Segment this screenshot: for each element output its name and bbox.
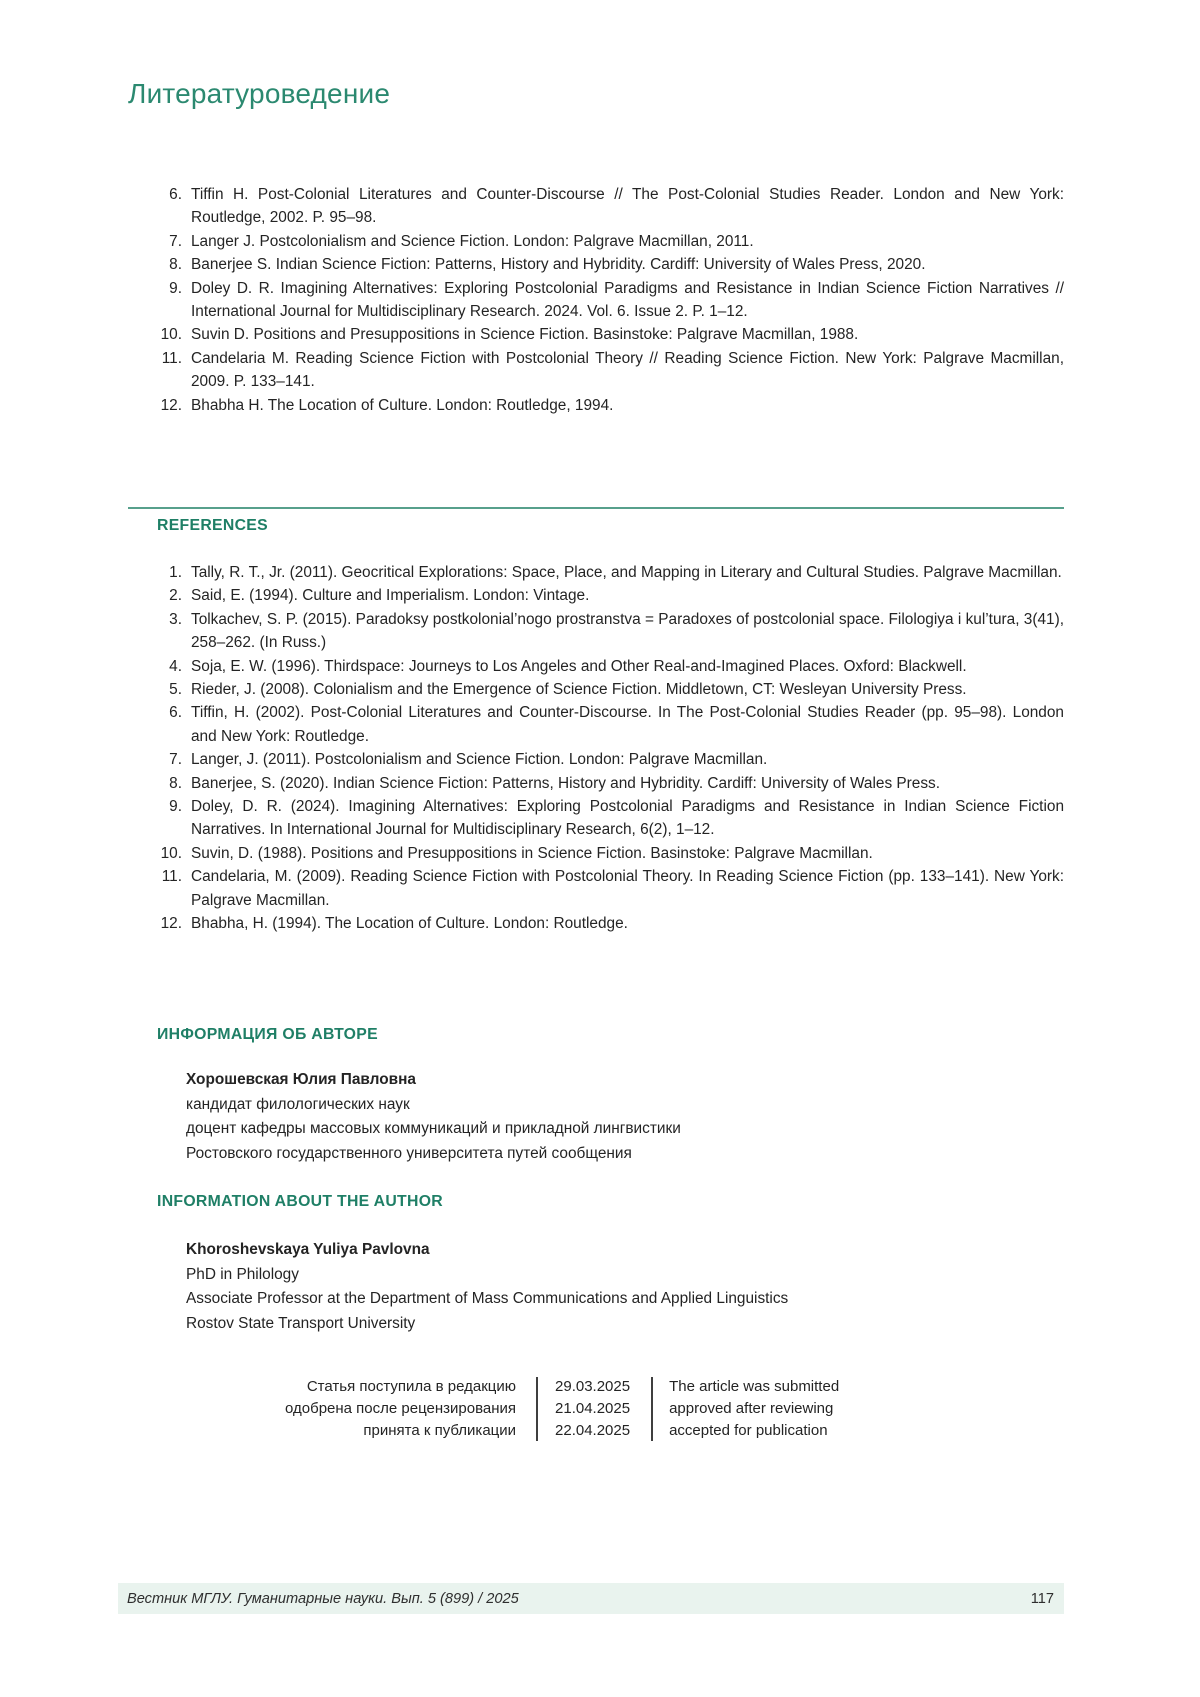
- submission-dates-block: [285, 1376, 839, 1442]
- reference-item: [128, 748, 1064, 771]
- submission-label-ru: Статья поступила в редакцию: [306, 1378, 517, 1395]
- reference-item: [128, 394, 1064, 417]
- reference-text: Langer J. Postcolonialism and Science Fiction. London: Palgrave Macmillan, 2011.: [191, 232, 754, 250]
- author-details-ru: [186, 1093, 681, 1167]
- reference-text: Suvin D. Positions and Presuppositions in Science Fiction. Basinstoke: Palgrave Macmillan, 1988.: [191, 326, 859, 344]
- submission-label-en: accepted for publication: [669, 1422, 828, 1439]
- reference-text: Tally, R. T., Jr. (2011). Geocritical Explorations: Space, Place, and Mapping in Literary and Cultural Studies. Palgrave Macmillan.: [191, 564, 1062, 581]
- reference-text: Doley D. R. Imagining Alternatives: Exploring Postcolonial Paradigms and Resistance in Indian Science Fiction Narratives // International Journal for Multidisciplinary Research. 2024. Vol. 6. Issue 2. P. 1–12.: [191, 279, 1064, 321]
- reference-text: Suvin, D. (1988). Positions and Presuppositions in Science Fiction. Basinstoke: Palgrave Macmillan.: [191, 844, 873, 862]
- reference-number: 6.: [169, 186, 182, 203]
- submission-label-en: approved after reviewing: [669, 1400, 834, 1417]
- reference-item: [128, 347, 1064, 394]
- footer-journal-title: Вестник МГЛУ. Гуманитарные науки. Вып. 5 (899) / 2025: [127, 1590, 519, 1607]
- submission-label-ru: одобрена после рецензирования: [285, 1400, 517, 1417]
- reference-number: 5.: [169, 681, 182, 699]
- reference-number: 2.: [169, 587, 182, 605]
- reference-item: [128, 253, 1064, 276]
- reference-number: 9.: [169, 279, 182, 297]
- page-title: Литературоведение: [128, 78, 391, 109]
- submission-label-en: The article was submitted: [669, 1378, 840, 1395]
- submission-labels-en: [669, 1376, 839, 1442]
- reference-number: 8.: [169, 774, 182, 792]
- reference-item: [128, 701, 1064, 748]
- reference-item: [128, 678, 1064, 701]
- reference-text: Banerjee S. Indian Science Fiction: Patterns, History and Hybridity. Cardiff: University of Wales Press, 2020.: [191, 256, 926, 274]
- reference-text: Candelaria M. Reading Science Fiction with Postcolonial Theory // Reading Science Fiction. New York: Palgrave Macmillan, 2009. P. 133–141.: [191, 349, 1064, 391]
- page-footer: [118, 1583, 1064, 1614]
- author-info-en-block: [186, 1238, 788, 1336]
- reference-text: Doley, D. R. (2024). Imagining Alternatives: Exploring Postcolonial Paradigms and Resistance in Indian Science Fiction Narratives. In International Journal for Multidisciplinary Research, 6(2), 1–12.: [191, 798, 1064, 839]
- submission-date: 22.04.2025: [555, 1422, 631, 1439]
- author-detail-line: Rostov State Transport University: [186, 1314, 416, 1332]
- author-detail-line: Associate Professor at the Department of Mass Communications and Applied Linguistics: [186, 1290, 789, 1308]
- reference-item: [128, 842, 1064, 865]
- reference-number: 9.: [169, 798, 182, 816]
- submission-date: 21.04.2025: [555, 1400, 631, 1417]
- author-detail-line: PhD in Philology: [186, 1265, 299, 1283]
- reference-text: Rieder, J. (2008). Colonialism and the Emergence of Science Fiction. Middletown, CT: Wesleyan University Press.: [191, 681, 967, 699]
- vertical-divider: [651, 1377, 653, 1441]
- author-detail-line: кандидат филологических наук: [186, 1095, 410, 1113]
- reference-number: 3.: [169, 610, 182, 628]
- reference-number: 7.: [169, 232, 182, 250]
- reference-number: 8.: [169, 256, 182, 274]
- author-details-en: [186, 1263, 788, 1337]
- reference-text: Candelaria, M. (2009). Reading Science Fiction with Postcolonial Theory. In Reading Science Fiction (pp. 133–141). New York: Palgrave Macmillan.: [191, 868, 1064, 909]
- reference-number: 1.: [169, 564, 182, 581]
- submission-label-ru: принята к публикации: [363, 1422, 517, 1439]
- reference-text: Bhabha, H. (1994). The Location of Culture. London: Routledge.: [191, 915, 628, 933]
- reference-item: [128, 277, 1064, 324]
- submission-date: 29.03.2025: [555, 1378, 631, 1395]
- reference-text: Tolkachev, S. P. (2015). Paradoksy postkolonial’nogo prostranstva = Paradoxes of postcolonial space. Filologiya i kul’tura, 3(41), 258–262. (In Russ.): [191, 610, 1064, 652]
- reference-item: [128, 865, 1064, 912]
- reference-number: 11.: [161, 868, 182, 886]
- submission-dates: [555, 1376, 630, 1442]
- vertical-divider: [536, 1377, 538, 1441]
- reference-item: [128, 561, 1064, 584]
- reference-item: [128, 183, 1064, 230]
- reference-number: 6.: [169, 704, 182, 722]
- author-name-en: Khoroshevskaya Yuliya Pavlovna: [186, 1241, 430, 1258]
- author-info-en-heading: INFORMATION ABOUT THE AUTHOR: [157, 1193, 443, 1210]
- reference-text: Banerjee, S. (2020). Indian Science Fiction: Patterns, History and Hybridity. Cardiff: University of Wales Press.: [191, 774, 941, 792]
- references-heading: REFERENCES: [157, 517, 268, 534]
- reference-text: Said, E. (1994). Culture and Imperialism. London: Vintage.: [191, 587, 590, 605]
- reference-number: 11.: [161, 349, 182, 367]
- reference-text: Tiffin H. Post-Colonial Literatures and Counter-Discourse // The Post-Colonial Studies Reader. London and New York: Routledge, 2002. P. 95–98.: [191, 186, 1064, 227]
- reference-text: Soja, E. W. (1996). Thirdspace: Journeys to Los Angeles and Other Real-and-Imagined Places. Oxford: Blackwell.: [191, 657, 967, 675]
- reference-item: [128, 323, 1064, 346]
- section-divider-rule: [128, 507, 1064, 509]
- reference-number: 10.: [160, 326, 182, 344]
- author-detail-line: Ростовского государственного университета путей сообщения: [186, 1144, 632, 1162]
- author-name-ru: Хорошевская Юлия Павловна: [186, 1071, 416, 1088]
- footer-page-number: 117: [1030, 1590, 1054, 1607]
- submission-labels-ru: [285, 1376, 516, 1442]
- reference-number: 12.: [160, 915, 182, 933]
- reference-item: [128, 230, 1064, 253]
- references-list: [128, 561, 1064, 936]
- reference-item: [128, 655, 1064, 678]
- author-info-ru-heading: ИНФОРМАЦИЯ ОБ АВТОРЕ: [157, 1026, 378, 1043]
- reference-text: Bhabha H. The Location of Culture. London: Routledge, 1994.: [191, 396, 614, 414]
- reference-item: [128, 772, 1064, 795]
- reference-item: [128, 608, 1064, 655]
- reference-text: Tiffin, H. (2002). Post-Colonial Literatures and Counter-Discourse. In The Post-Colonial Studies Reader (pp. 95–98). London and New York: Routledge.: [191, 704, 1064, 745]
- reference-number: 7.: [169, 751, 182, 769]
- reference-number: 4.: [169, 657, 182, 675]
- reference-text: Langer, J. (2011). Postcolonialism and Science Fiction. London: Palgrave Macmillan.: [191, 751, 768, 769]
- bibliography-ru-list: [128, 183, 1064, 417]
- reference-item: [128, 584, 1064, 607]
- author-info-ru-block: [186, 1068, 681, 1166]
- reference-number: 12.: [160, 396, 182, 414]
- author-detail-line: доцент кафедры массовых коммуникаций и прикладной лингвистики: [186, 1120, 681, 1138]
- reference-item: [128, 795, 1064, 842]
- reference-item: [128, 912, 1064, 935]
- reference-number: 10.: [160, 844, 182, 862]
